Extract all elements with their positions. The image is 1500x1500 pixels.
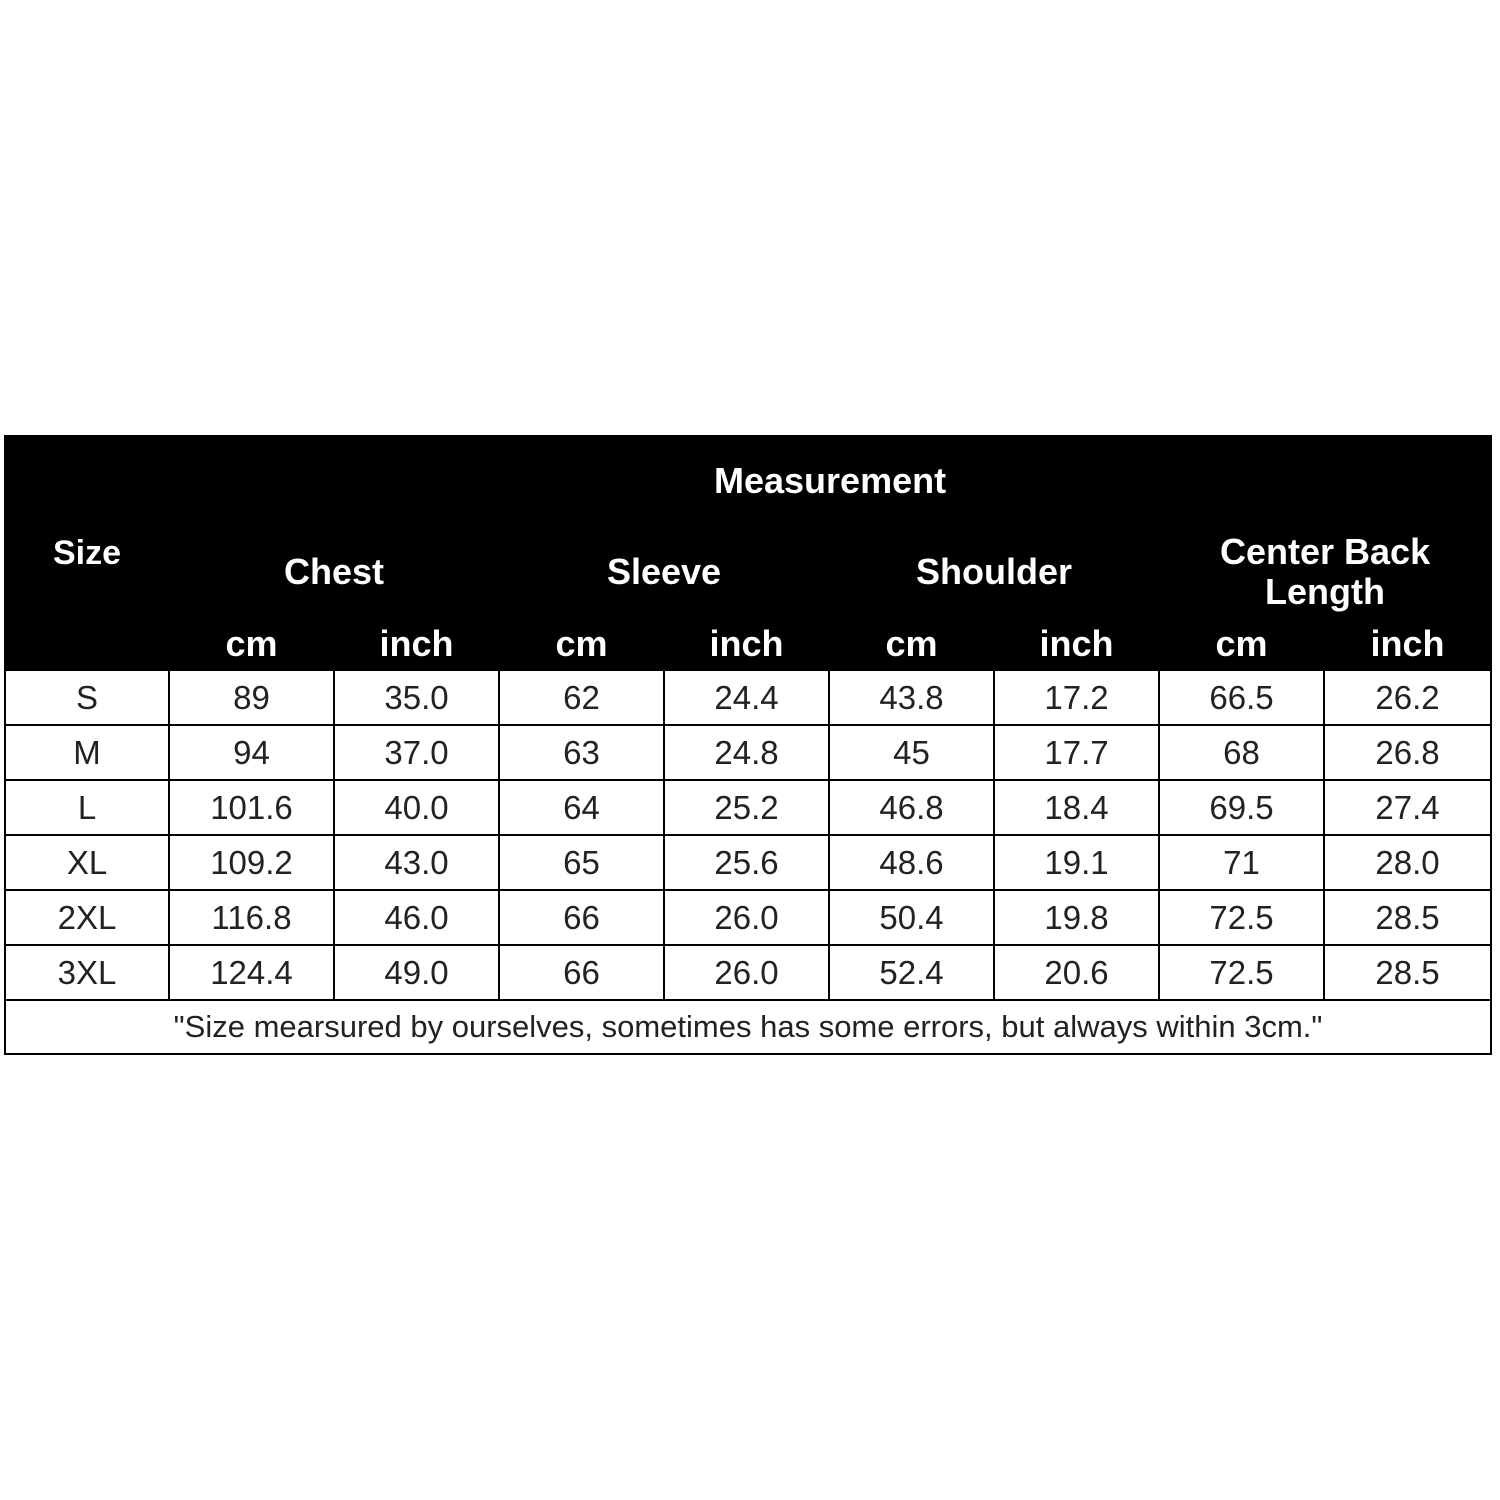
value-cell: 24.8 [664, 725, 829, 780]
value-cell: 50.4 [829, 890, 994, 945]
value-cell: 19.8 [994, 890, 1159, 945]
value-cell: 49.0 [334, 945, 499, 1000]
size-note: "Size mearsured by ourselves, sometimes has some errors, but always within 3cm." [5, 1000, 1491, 1054]
unit-header: cm [1159, 618, 1324, 670]
value-cell: 24.4 [664, 670, 829, 725]
value-cell: 124.4 [169, 945, 334, 1000]
value-cell: 71 [1159, 835, 1324, 890]
value-cell: 72.5 [1159, 945, 1324, 1000]
value-cell: 25.2 [664, 780, 829, 835]
unit-header: inch [334, 618, 499, 670]
value-cell: 26.0 [664, 890, 829, 945]
value-cell: 40.0 [334, 780, 499, 835]
value-cell: 26.2 [1324, 670, 1491, 725]
value-cell: 65 [499, 835, 664, 890]
table-row [5, 780, 1491, 835]
value-cell: 52.4 [829, 945, 994, 1000]
value-cell: 43.0 [334, 835, 499, 890]
value-cell: 62 [499, 670, 664, 725]
size-cell: M [5, 725, 169, 780]
value-cell: 18.4 [994, 780, 1159, 835]
unit-header: cm [829, 618, 994, 670]
value-cell: 27.4 [1324, 780, 1491, 835]
unit-header: inch [1324, 618, 1491, 670]
value-cell: 28.0 [1324, 835, 1491, 890]
value-cell: 25.6 [664, 835, 829, 890]
measurement-header: Measurement [169, 436, 1491, 526]
value-cell: 17.7 [994, 725, 1159, 780]
table-row [5, 890, 1491, 945]
group-header: Sleeve [499, 526, 829, 618]
unit-header: inch [664, 618, 829, 670]
value-cell: 72.5 [1159, 890, 1324, 945]
value-cell: 43.8 [829, 670, 994, 725]
table-row [5, 670, 1491, 725]
value-cell: 68 [1159, 725, 1324, 780]
value-cell: 26.0 [664, 945, 829, 1000]
table-row [5, 945, 1491, 1000]
size-cell: 3XL [5, 945, 169, 1000]
value-cell: 64 [499, 780, 664, 835]
note-row [5, 1000, 1491, 1054]
value-cell: 46.0 [334, 890, 499, 945]
value-cell: 28.5 [1324, 890, 1491, 945]
value-cell: 101.6 [169, 780, 334, 835]
value-cell: 89 [169, 670, 334, 725]
value-cell: 37.0 [334, 725, 499, 780]
value-cell: 63 [499, 725, 664, 780]
size-cell: XL [5, 835, 169, 890]
group-header: Chest [169, 526, 499, 618]
value-cell: 45 [829, 725, 994, 780]
value-cell: 69.5 [1159, 780, 1324, 835]
unit-header: cm [499, 618, 664, 670]
value-cell: 66.5 [1159, 670, 1324, 725]
value-cell: 66 [499, 945, 664, 1000]
size-cell: L [5, 780, 169, 835]
value-cell: 17.2 [994, 670, 1159, 725]
value-cell: 66 [499, 890, 664, 945]
group-header: Center Back Length [1159, 526, 1491, 618]
unit-header: cm [169, 618, 334, 670]
group-header: Shoulder [829, 526, 1159, 618]
table-row [5, 835, 1491, 890]
value-cell: 35.0 [334, 670, 499, 725]
value-cell: 116.8 [169, 890, 334, 945]
value-cell: 20.6 [994, 945, 1159, 1000]
size-header: Size [5, 436, 169, 670]
value-cell: 26.8 [1324, 725, 1491, 780]
unit-header: inch [994, 618, 1159, 670]
table-row [5, 725, 1491, 780]
value-cell: 19.1 [994, 835, 1159, 890]
size-chart-table [4, 435, 1492, 1055]
value-cell: 109.2 [169, 835, 334, 890]
value-cell: 46.8 [829, 780, 994, 835]
value-cell: 94 [169, 725, 334, 780]
value-cell: 28.5 [1324, 945, 1491, 1000]
size-cell: S [5, 670, 169, 725]
size-cell: 2XL [5, 890, 169, 945]
value-cell: 48.6 [829, 835, 994, 890]
